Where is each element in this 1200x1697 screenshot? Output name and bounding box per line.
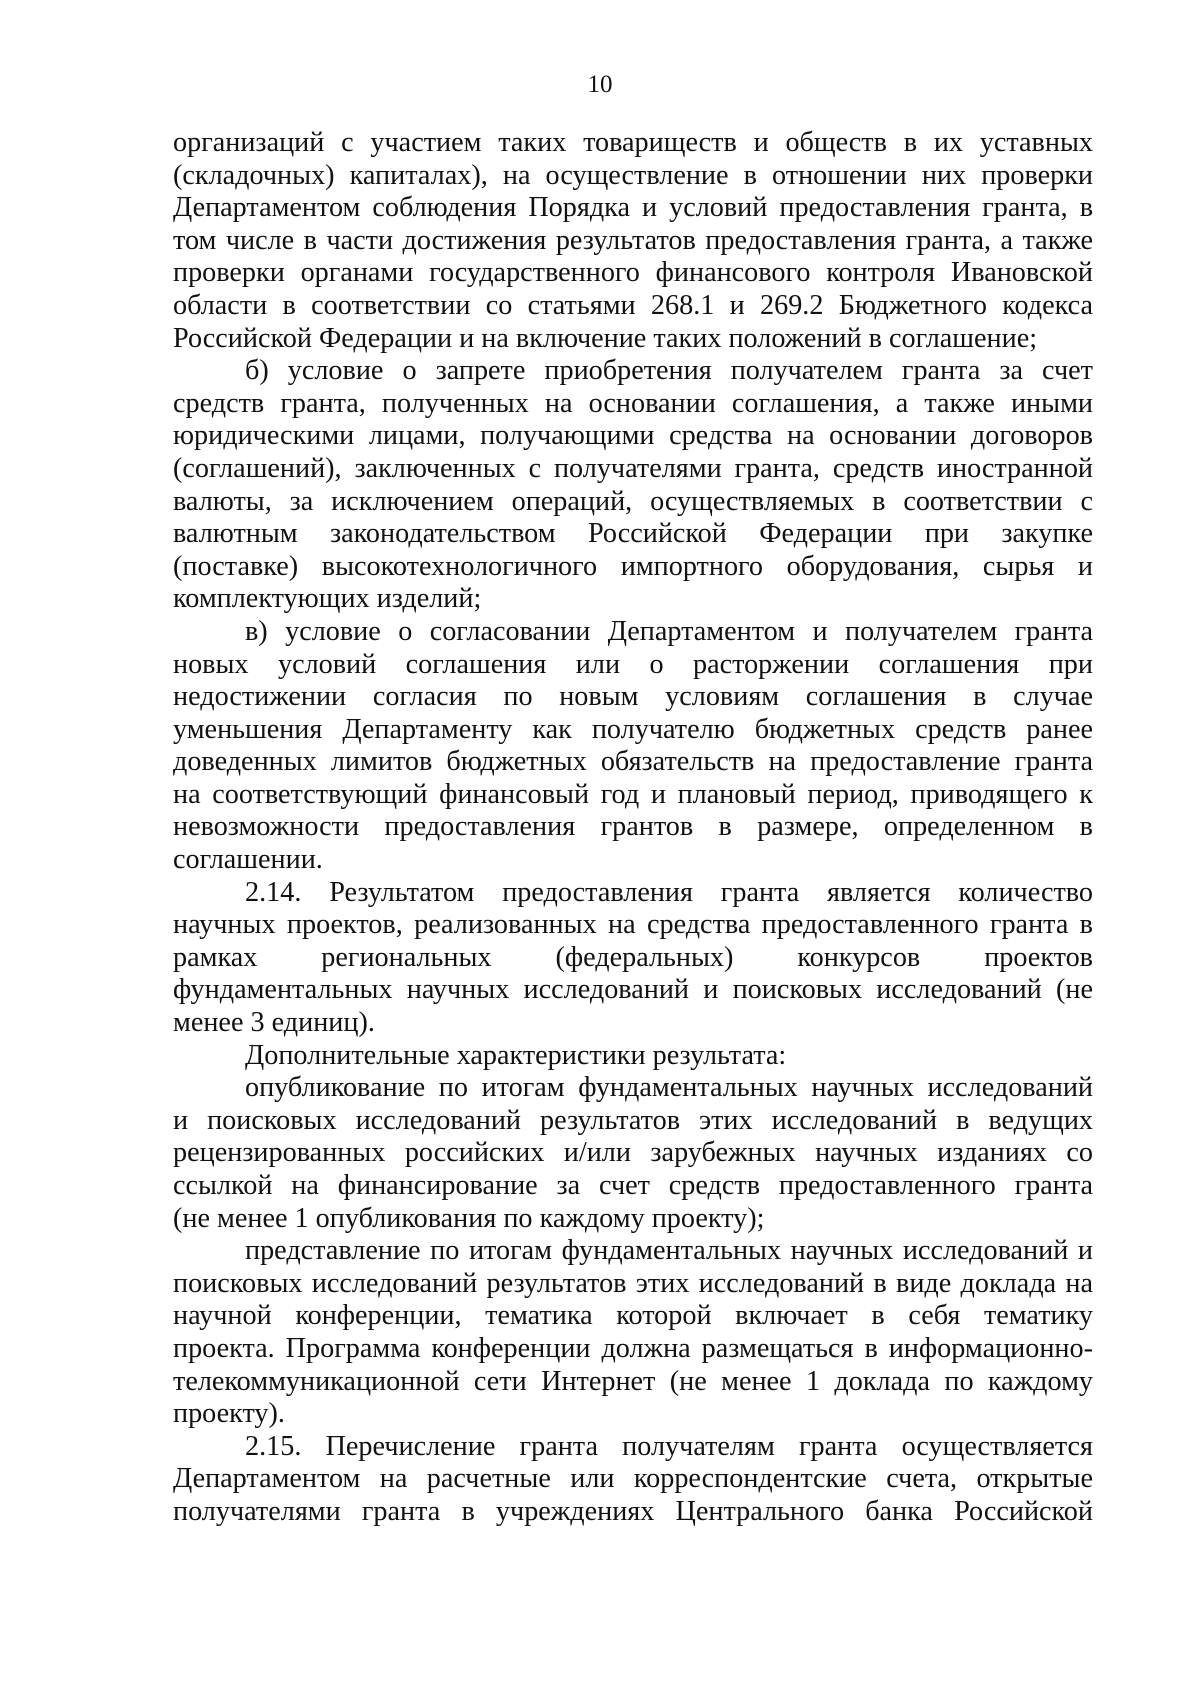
- text-line: поисковых исследований результатов этих исследований в виде доклада на: [173, 1267, 1093, 1299]
- text-line: соглашении.: [173, 844, 323, 876]
- text-line: организаций с участием таких товариществ и обществ в их уставных: [173, 127, 1093, 158]
- text-line: научной конференции, тематика которой включает в себя тематику: [173, 1300, 1093, 1332]
- text-line: недостижении согласия по новым условиям соглашения в случае: [173, 681, 1093, 713]
- text-line: (поставке) высокотехнологичного импортного оборудования, сырья и: [173, 550, 1093, 582]
- text-line: проверки органами государственного финансового контроля Ивановской: [173, 257, 1093, 289]
- text-line: новых условий соглашения или о расторжении соглашения при: [173, 648, 1093, 680]
- text-line: уменьшения Департаменту как получателю бюджетных средств ранее: [173, 713, 1093, 745]
- text-line: опубликование по итогам фундаментальных научных исследований: [245, 1072, 1093, 1104]
- body-text: [173, 127, 1093, 1529]
- text-line: проекта. Программа конференции должна размещаться в информационно-: [173, 1332, 1093, 1364]
- text-line: в) условие о согласовании Департаментом и получателем гранта: [245, 615, 1093, 647]
- text-line: Дополнительные характеристики результата:: [245, 1039, 787, 1071]
- page-number: 10: [587, 71, 613, 98]
- text-line: и поисковых исследований результатов этих исследований в ведущих: [173, 1104, 1093, 1136]
- text-line: невозможности предоставления грантов в размере, определенном в: [173, 811, 1093, 843]
- text-line: (соглашений), заключенных с получателями гранта, средств иностранной: [173, 452, 1093, 484]
- text-line: Департаментом на расчетные или корреспондентские счета, открытые: [173, 1463, 1093, 1495]
- text-line: рамках региональных (федеральных) конкурсов проектов: [173, 941, 1093, 973]
- text-line: области в соответствии со статьями 268.1 и 269.2 Бюджетного кодекса: [173, 289, 1093, 321]
- text-line: научных проектов, реализованных на средства предоставленного гранта в: [173, 909, 1093, 941]
- text-line: проекту).: [173, 1398, 285, 1430]
- text-line: телекоммуникационной сети Интернет (не менее 1 доклада по каждому: [173, 1365, 1093, 1397]
- text-line: б) условие о запрете приобретения получателем гранта за счет: [245, 355, 1093, 387]
- text-line: комплектующих изделий;: [173, 583, 482, 615]
- text-line: том числе в части достижения результатов предоставления гранта, а также: [173, 224, 1093, 256]
- text-line: Российской Федерации и на включение таких положений в соглашение;: [173, 322, 1038, 354]
- text-line: валюты, за исключением операций, осуществляемых в соответствии с: [173, 485, 1093, 517]
- text-line: юридическими лицами, получающими средства на основании договоров: [173, 420, 1093, 452]
- text-line: 2.15. Перечисление гранта получателям гранта осуществляется: [245, 1430, 1093, 1462]
- text-line: ссылкой на финансирование за счет средств предоставленного гранта: [173, 1170, 1093, 1201]
- text-line: фундаментальных научных исследований и поисковых исследований (не: [173, 974, 1093, 1006]
- text-line: представление по итогам фундаментальных научных исследований и: [245, 1235, 1093, 1267]
- text-line: Департаментом соблюдения Порядка и условий предоставления гранта, в: [173, 192, 1093, 224]
- text-line: менее 3 единиц).: [173, 1007, 375, 1039]
- text-line: (не менее 1 опубликования по каждому проекту);: [173, 1202, 765, 1234]
- text-line: на соответствующий финансовый год и плановый период, приводящего к: [173, 778, 1093, 810]
- text-line: валютным законодательством Российской Федерации при закупке: [173, 518, 1093, 550]
- text-line: (складочных) капиталах), на осуществление в отношении них проверки: [173, 159, 1093, 191]
- text-line: средств гранта, полученных на основании соглашения, а также иными: [173, 387, 1093, 419]
- text-line: получателями гранта в учреждениях Центрального банка Российской: [173, 1495, 1093, 1527]
- text-line: 2.14. Результатом предоставления гранта является количество: [245, 876, 1093, 908]
- text-line: доведенных лимитов бюджетных обязательств на предоставление гранта: [173, 746, 1093, 778]
- text-line: рецензированных российских и/или зарубежных научных изданиях со: [173, 1137, 1093, 1169]
